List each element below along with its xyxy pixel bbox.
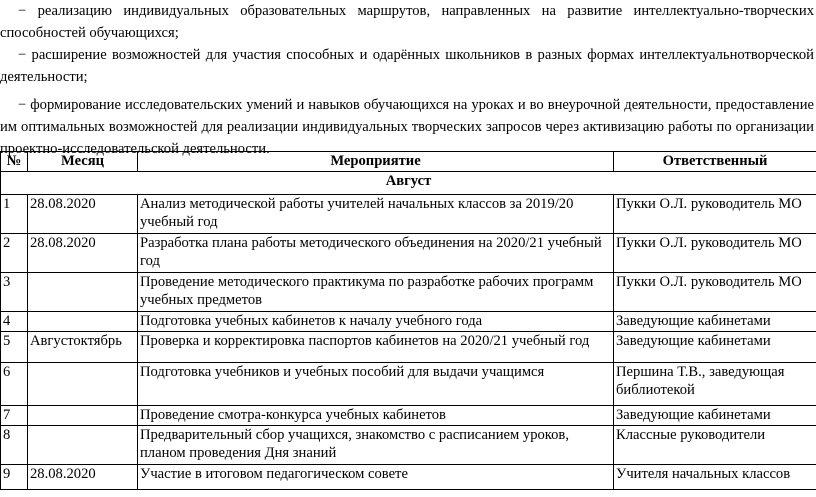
table-row bbox=[1, 195, 816, 234]
row-num: 5 bbox=[1, 332, 28, 363]
row-responsible: Учителя начальных классов bbox=[614, 465, 816, 490]
row-num: 7 bbox=[1, 406, 28, 426]
header-event: Мероприятие bbox=[138, 152, 614, 172]
header-num: № bbox=[1, 152, 28, 172]
row-event: Участие в итоговом педагогическом совете bbox=[138, 465, 614, 490]
row-responsible: Пукки О.Л. руководитель МО bbox=[614, 273, 816, 312]
row-responsible: Заведующие кабинетами bbox=[614, 332, 816, 363]
table-row bbox=[1, 426, 816, 465]
intro-paragraph-2 bbox=[0, 44, 814, 88]
row-event: Проверка и корректировка паспортов кабинетов на 2020/21 учебный год bbox=[138, 332, 614, 363]
table-row bbox=[1, 273, 816, 312]
intro-paragraph-1 bbox=[0, 0, 814, 44]
table-row bbox=[1, 363, 816, 406]
row-date: 28.08.2020 bbox=[28, 465, 138, 490]
row-num: 9 bbox=[1, 465, 28, 490]
table-row bbox=[1, 312, 816, 332]
row-responsible: Заведующие кабинетами bbox=[614, 312, 816, 332]
row-event: Подготовка учебных кабинетов к началу учебного года bbox=[138, 312, 614, 332]
row-event: Подготовка учебников и учебных пособий для выдачи учащимся bbox=[138, 363, 614, 406]
row-responsible: Пукки О.Л. руководитель МО bbox=[614, 195, 816, 234]
row-date bbox=[28, 426, 138, 465]
row-responsible: Заведующие кабинетами bbox=[614, 406, 816, 426]
row-num: 2 bbox=[1, 234, 28, 273]
section-title: Август bbox=[1, 172, 816, 195]
row-event: Проведение методического практикума по разработке рабочих программ учебных предметов bbox=[138, 273, 614, 312]
row-responsible: Першина Т.В., заведующая библиотекой bbox=[614, 363, 816, 406]
row-event: Анализ методической работы учителей начальных классов за 2019/20 учебный год bbox=[138, 195, 614, 234]
row-num: 1 bbox=[1, 195, 28, 234]
intro-text-1: − реализацию индивидуальных образовательных маршрутов, направленных на развитие интеллектуально-творческих способностей обучающихся; bbox=[0, 3, 814, 41]
row-date: 28.08.2020 bbox=[28, 195, 138, 234]
table-header-row bbox=[1, 152, 816, 172]
row-date bbox=[28, 312, 138, 332]
row-event: Проведение смотра-конкурса учебных кабинетов bbox=[138, 406, 614, 426]
row-date: 28.08.2020 bbox=[28, 234, 138, 273]
table-row bbox=[1, 465, 816, 490]
row-responsible: Пукки О.Л. руководитель МО bbox=[614, 234, 816, 273]
row-date: Августоктябрь bbox=[28, 332, 138, 363]
table-row bbox=[1, 406, 816, 426]
header-responsible: Ответственный bbox=[614, 152, 816, 172]
row-date bbox=[28, 363, 138, 406]
row-responsible: Классные руководители bbox=[614, 426, 816, 465]
row-date bbox=[28, 273, 138, 312]
row-num: 8 bbox=[1, 426, 28, 465]
row-num: 4 bbox=[1, 312, 28, 332]
row-num: 6 bbox=[1, 363, 28, 406]
intro-text-2: − расширение возможностей для участия способных и одарённых школьников в разных формах интеллектуальнотворческой деятельности; bbox=[0, 47, 814, 85]
table-row bbox=[1, 234, 816, 273]
table-row bbox=[1, 332, 816, 363]
work-plan-table bbox=[0, 151, 816, 490]
intro-text-3: − формирование исследовательских умений и навыков обучающихся на уроках и во внеурочной деятельности, предоставление им оптимальных возможностей для реализации индивидуальных творческих запросов через активизацию работы по организации проектно-исследовательской деятельности. bbox=[0, 97, 814, 157]
row-event: Предварительный сбор учащихся, знакомство с расписанием уроков, планом проведения Дня знаний bbox=[138, 426, 614, 465]
section-row bbox=[1, 172, 816, 195]
row-date bbox=[28, 406, 138, 426]
row-num: 3 bbox=[1, 273, 28, 312]
row-event: Разработка плана работы методического объединения на 2020/21 учебный год bbox=[138, 234, 614, 273]
header-month: Месяц bbox=[28, 152, 138, 172]
